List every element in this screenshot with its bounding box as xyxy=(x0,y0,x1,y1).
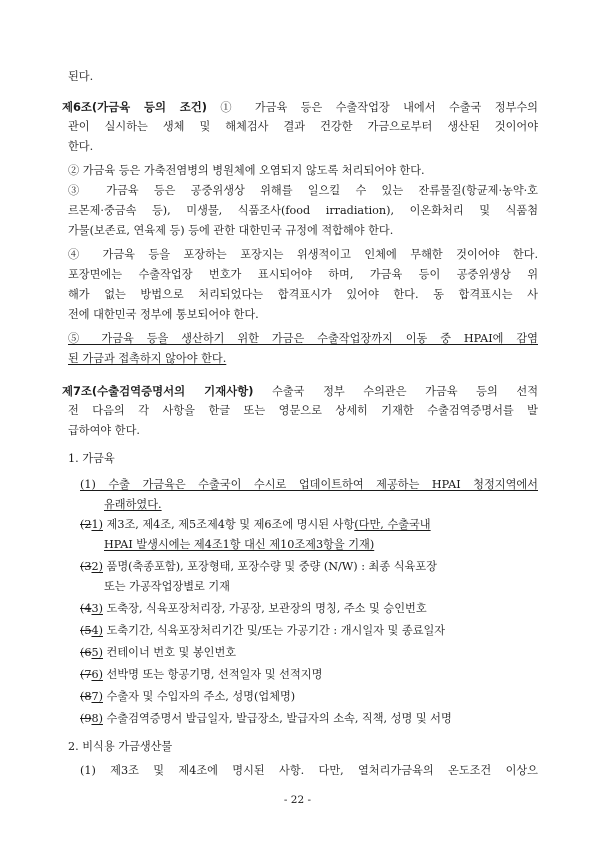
section-1-title: 1. 가금육 xyxy=(68,452,115,465)
article-6-para-5-line-2: 된 가금과 접촉하지 않아야 한다. xyxy=(68,352,227,365)
section-2-title: 2. 비식용 가금생산물 xyxy=(68,740,173,753)
item-4-new-number: 3) xyxy=(91,602,103,615)
item-5-text: 도축기간, 식육포장처리기간 및/또는 가공기간 : 개시일자 및 종료일자 xyxy=(102,624,446,637)
item-6-new-number: 5) xyxy=(91,646,103,659)
article-6-para-2: ② 가금육 등은 가축전염병의 병원체에 오염되지 않도록 처리되어야 한다. xyxy=(68,164,425,177)
item-6 xyxy=(80,646,236,660)
item-2-line-1 xyxy=(80,518,431,532)
article-7-line-1 xyxy=(62,384,538,399)
item-3-line-1 xyxy=(80,560,437,574)
article-6-para-4-line-2: 포장면에는 수출작업장 번호가 표시되어야 하며, 가금육 등이 공중위생상 위 xyxy=(68,268,538,281)
item-3-text: 품명(축종포함), 포장형태, 포장수량 및 중량 (N/W) : 최종 식육포장 xyxy=(102,560,437,573)
item-7-text: 선박명 또는 항공기명, 선적일자 및 선적지명 xyxy=(102,668,323,681)
item-4 xyxy=(80,602,427,616)
article-6-para-1-text: ① 가금육 등은 수출작업장 내에서 수출국 정부수의 xyxy=(220,101,538,114)
item-5-new-number: 4) xyxy=(91,624,103,637)
item-7-old-number: (7 xyxy=(80,668,92,681)
item-2-inserted-text-1: (다만, 수출국내 xyxy=(354,518,431,531)
article-6-para-4-line-4: 전에 대한민국 정부에 통보되어야 한다. xyxy=(68,308,259,321)
item-6-old-number: (6 xyxy=(80,646,92,659)
article-6-heading: 제6조(가금육 등의 조건) xyxy=(62,100,207,114)
article-7-intro-line-3: 급하여야 한다. xyxy=(68,424,140,437)
article-6-para-4-line-1: ④ 가금육 등을 포장하는 포장지는 위생적이고 인체에 무해한 것이어야 한다. xyxy=(68,248,538,261)
item-4-text: 도축장, 식육포장처리장, 가공장, 보관장의 명칭, 주소 및 승인번호 xyxy=(102,602,427,615)
article-7-heading: 제7조(수출검역증명서의 기재사항) xyxy=(62,384,254,398)
article-6-line-1 xyxy=(62,100,538,115)
item-9 xyxy=(80,712,452,726)
article-6-para-5-line-1: ⑤ 가금육 등을 생산하기 위한 가금은 수출작업장까지 이동 중 HPAI에 감염 xyxy=(68,332,538,345)
item-1-line-1: (1) 수출 가금육은 수출국이 수시로 업데이트하여 제공하는 HPAI 청정지역에서 xyxy=(80,478,538,491)
article-6-para-3-line-1: ③ 가금육 등은 공중위생상 위해를 일으킬 수 있는 잔류물질(항균제·농약·호 xyxy=(68,184,538,197)
item-8-new-number: 7) xyxy=(91,690,103,703)
item-9-text: 수출검역증명서 발급일자, 발급장소, 발급자의 소속, 직책, 성명 및 서명 xyxy=(102,712,452,725)
item-7 xyxy=(80,668,322,682)
item-7-new-number: 6) xyxy=(91,668,103,681)
article-7-intro-line-2: 전 다음의 각 사항을 한글 또는 영문으로 상세히 기재한 수출검역증명서를 발 xyxy=(68,404,538,417)
item-8-old-number: (8 xyxy=(80,690,92,703)
item-3-new-number: 2) xyxy=(91,560,103,573)
item-6-text: 컨테이너 번호 및 봉인번호 xyxy=(102,646,237,659)
section-2-item-1: (1) 제3조 및 제4조에 명시된 사항. 다만, 열처리가금육의 온도조건 이상으 xyxy=(80,764,538,777)
article-7-intro-text: 수출국 정부 수의관은 가금육 등의 선적 xyxy=(272,385,538,398)
page-number: - 22 - xyxy=(283,794,312,806)
item-9-old-number: (9 xyxy=(80,712,92,725)
item-8-text: 수출자 및 수입자의 주소, 성명(업체명) xyxy=(102,690,296,703)
article-6-para-3-line-3: 가물(보존료, 연육제 등) 등에 관한 대한민국 규정에 적합해야 한다. xyxy=(68,224,394,237)
item-2-inserted-text-2: HPAI 발생시에는 제4조1항 대신 제10조제3항을 기재) xyxy=(104,538,375,551)
item-5 xyxy=(80,624,445,638)
article-6-para-3-line-2: 르몬제·중금속 등), 미생물, 식품조사(food irradiation), 이온화처리 및 식품첨 xyxy=(68,204,538,217)
continued-text: 된다. xyxy=(68,70,94,83)
item-5-old-number: (5 xyxy=(80,624,92,637)
item-2-new-number: 1) xyxy=(91,518,103,531)
item-9-new-number: 8) xyxy=(91,712,103,725)
item-3-old-number: (3 xyxy=(80,560,92,573)
item-8 xyxy=(80,690,295,704)
item-2-text: 제3조, 제4조, 제5조제4항 및 제6조에 명시된 사항 xyxy=(102,518,355,531)
item-3-line-2: 또는 가공작업장별로 기재 xyxy=(104,580,230,593)
article-6-para-1-line-2: 관이 실시하는 생체 및 해체검사 결과 건강한 가금으로부터 생산된 것이어야 xyxy=(68,120,538,133)
item-4-old-number: (4 xyxy=(80,602,92,615)
article-6-para-4-line-3: 해가 없는 방법으로 처리되었다는 합격표시가 있어야 한다. 동 합격표시는 사 xyxy=(68,288,538,301)
item-1-line-2: 유래하였다. xyxy=(104,498,162,511)
article-6-para-1-line-3: 한다. xyxy=(68,140,94,153)
item-2-old-number: (2 xyxy=(80,518,92,531)
